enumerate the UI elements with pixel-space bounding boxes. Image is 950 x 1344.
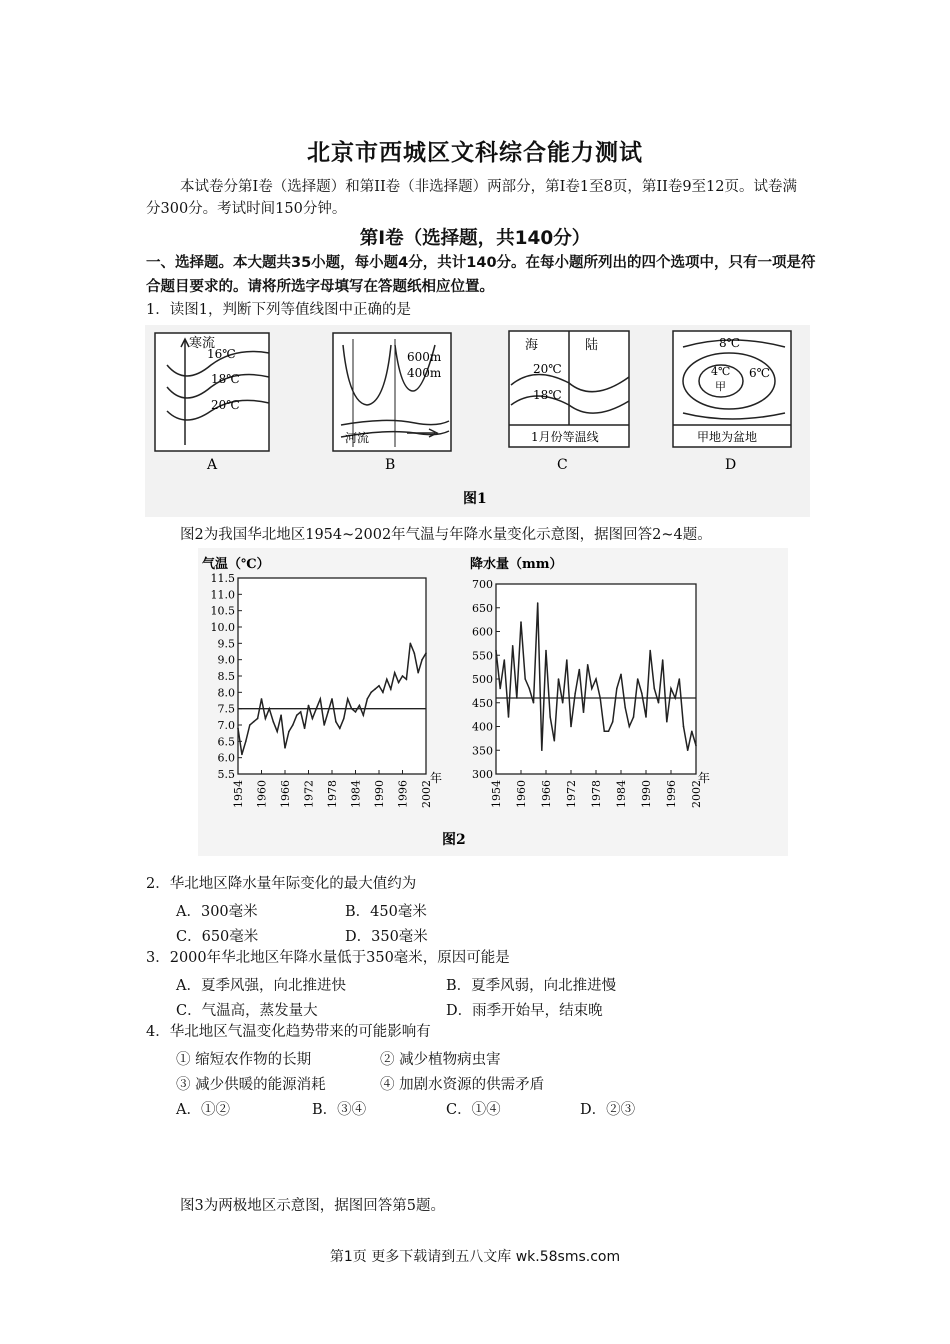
figure-2-intro: 图2为我国华北地区1954~2002年气温与年降水量变化示意图，据图回答2~4题。 — [180, 527, 712, 543]
q4-item-3: ③ 减少供暖的能源消耗 — [176, 1077, 326, 1093]
temp-x-tick-label: 1996 — [396, 780, 410, 808]
precip-data-point — [520, 621, 522, 623]
temp-data-point — [425, 652, 427, 654]
temp-data-point — [370, 692, 372, 694]
precip-y-tick-label: 500 — [472, 673, 493, 686]
temp-data-point — [288, 731, 290, 733]
panel-b-label: B — [385, 457, 396, 473]
panel-a-label: A — [207, 457, 218, 473]
temp-x-tick-label: 2002 — [420, 780, 433, 808]
precip-data-point — [566, 659, 568, 661]
precip-x-unit: 年 — [698, 771, 711, 785]
temp-data-point — [249, 724, 251, 726]
temp-data-point — [269, 708, 271, 710]
precip-data-point — [679, 678, 681, 680]
precip-data-point — [616, 688, 618, 690]
label-b-c1: 600m — [407, 350, 442, 364]
label-d-t2: 4℃ — [711, 365, 731, 378]
temp-data-point — [237, 727, 239, 729]
precip-data-point — [495, 650, 497, 652]
precip-data-point — [658, 702, 660, 704]
temp-data-point — [343, 718, 345, 720]
precip-y-tick-label: 700 — [472, 578, 493, 591]
temp-x-tick-label: 1966 — [279, 780, 292, 808]
temp-data-point — [265, 718, 267, 720]
label-land: 陆 — [585, 338, 599, 353]
temp-x-tick-label: 1984 — [349, 780, 363, 808]
temp-data-point — [296, 714, 298, 716]
precip-data-point — [683, 726, 685, 728]
temp-data-point — [280, 714, 282, 716]
question-1: 1．读图1，判断下列等值线图中正确的是 — [146, 302, 411, 318]
temp-data-point — [378, 685, 380, 687]
precip-data-point — [695, 745, 697, 747]
temp-data-point — [319, 698, 321, 700]
precip-data-point — [687, 749, 689, 751]
precip-data-point — [587, 664, 589, 666]
precip-data-point — [537, 602, 539, 604]
precip-x-tick-label: 2002 — [690, 780, 703, 808]
temp-x-tick-label: 1972 — [302, 780, 316, 808]
q4-item-1: ① 缩短农作物的长期 — [176, 1052, 312, 1068]
temp-chart — [211, 572, 434, 808]
q3-option-d: D．雨季开始早，结束晚 — [446, 1003, 603, 1019]
precip-data-point — [633, 716, 635, 718]
precip-data-point — [691, 730, 693, 732]
temp-data-point — [347, 698, 349, 700]
temp-data-point — [359, 705, 361, 707]
temp-data-point — [363, 714, 365, 716]
temp-data-point — [394, 672, 396, 674]
temp-data-point — [241, 754, 243, 756]
label-jia: 甲 — [715, 380, 726, 393]
temp-y-tick-label: 8.5 — [217, 670, 235, 683]
precip-data-point — [662, 659, 664, 661]
temp-x-tick-label: 1954 — [232, 780, 245, 808]
temp-data-point — [245, 741, 247, 743]
precip-y-tick-label: 350 — [472, 744, 493, 758]
q4-option-a: A．①② — [176, 1102, 230, 1118]
precip-data-point — [545, 650, 547, 652]
temp-data-point — [374, 688, 376, 690]
temp-data-point — [257, 718, 259, 720]
precip-y-tick-label: 400 — [472, 720, 493, 734]
precip-data-point — [529, 688, 531, 690]
temp-y-tick-label: 6.0 — [217, 751, 235, 765]
temp-y-tick-label: 5.5 — [217, 768, 235, 781]
page-title: 北京市西城区文科综合能力测试 — [307, 140, 643, 166]
temp-data-point — [276, 731, 278, 733]
temp-data-point — [335, 721, 337, 723]
temp-y-tick-label: 10.0 — [210, 621, 235, 634]
temp-data-point — [308, 705, 310, 707]
question-3: 3．2000年华北地区年降水量低于350毫米，原因可能是 — [146, 950, 510, 966]
q2-option-a: A．300毫米 — [176, 904, 258, 920]
temp-data-point — [304, 727, 306, 729]
q4-item-4: ④ 加剧水资源的供需矛盾 — [380, 1077, 545, 1093]
temp-data-point — [331, 698, 333, 700]
precip-data-point — [516, 697, 518, 699]
precip-x-tick-label: 1966 — [540, 780, 553, 808]
temp-data-point — [406, 678, 408, 680]
figure-1 — [145, 325, 810, 517]
temp-data-point — [323, 724, 325, 726]
temp-data-point — [366, 698, 368, 700]
precip-data-point — [574, 692, 576, 694]
temp-data-point — [272, 721, 274, 723]
question-2: 2．华北地区降水量年际变化的最大值约为 — [146, 876, 417, 892]
temp-data-point — [253, 721, 255, 723]
precip-data-point — [554, 740, 556, 742]
label-d-note: 甲地为盆地 — [697, 430, 758, 444]
temp-data-point — [312, 718, 314, 720]
temp-data-point — [390, 688, 392, 690]
precip-data-point — [620, 673, 622, 675]
temp-data-point — [402, 675, 404, 677]
intro-paragraph: 本试卷分第I卷（选择题）和第II卷（非选择题）两部分，第I卷1至8页，第II卷9至12页。试卷满分300分。考试时间150分钟。 — [146, 179, 797, 217]
temp-data-point — [351, 708, 353, 710]
q3-option-c: C．气温高，蒸发量大 — [176, 1003, 318, 1019]
precip-data-point — [599, 697, 601, 699]
precip-y-tick-label: 600 — [472, 625, 493, 639]
precip-y-tick-label: 550 — [472, 649, 493, 663]
label-cold-current: 寒流 — [189, 336, 216, 351]
precip-x-tick-label: 1972 — [565, 780, 578, 808]
temp-data-point — [261, 698, 263, 700]
temp-x-tick-label: 1960 — [255, 780, 269, 808]
temp-data-point — [355, 711, 357, 713]
precip-data-point — [629, 726, 631, 728]
label-c-note: 1月份等温线 — [531, 430, 599, 444]
temp-data-point — [386, 678, 388, 680]
label-a-t1: 16℃ — [207, 347, 236, 361]
temp-data-point — [417, 672, 419, 674]
temp-x-tick-label: 1990 — [373, 780, 386, 808]
precip-y-tick-label: 450 — [472, 696, 493, 710]
q3-option-b: B．夏季风弱，向北推进慢 — [446, 978, 617, 994]
figure-2 — [198, 548, 788, 856]
label-a-t3: 20℃ — [211, 398, 240, 412]
temp-y-tick-label: 11.5 — [210, 572, 235, 585]
temp-data-point — [421, 659, 423, 661]
label-a-t2: 18℃ — [211, 372, 240, 386]
precip-data-point — [666, 721, 668, 723]
temp-chart-title: 气温（℃） — [202, 557, 270, 572]
q3-option-a: A．夏季风强，向北推进快 — [176, 978, 346, 994]
temp-data-point — [410, 643, 412, 645]
temp-y-tick-label: 11.0 — [210, 588, 235, 602]
panel-d-label: D — [725, 457, 737, 473]
precip-data-point — [508, 716, 510, 718]
q4-item-2: ② 减少植物病虫害 — [380, 1052, 501, 1068]
temp-y-tick-label: 9.0 — [217, 653, 235, 667]
q2-option-b: B．450毫米 — [345, 904, 427, 920]
temp-data-point — [292, 724, 294, 726]
temp-y-tick-label: 9.5 — [217, 637, 235, 651]
q2-option-d: D．350毫米 — [345, 929, 428, 945]
page-footer: 第1页 更多下载请到五八文库 wk.58sms.com — [329, 1249, 621, 1265]
precip-data-point — [637, 678, 639, 680]
precip-data-point — [579, 669, 581, 671]
temp-plot-frame — [238, 578, 426, 774]
temp-data-point — [284, 747, 286, 749]
label-c-t2: 18℃ — [533, 388, 562, 402]
precip-y-tick-label: 300 — [472, 768, 493, 781]
precip-data-point — [562, 702, 564, 704]
instructions: 一、选择题。本大题共35小题，每小题4分，共计140分。在每小题所列出的四个选项中，只有一项是符合题目要求的。请将所选字母填写在答题纸相应位置。 — [146, 255, 816, 295]
label-d-t3: 6℃ — [749, 366, 771, 380]
q4-option-d: D．②③ — [580, 1102, 636, 1118]
precip-data-point — [670, 688, 672, 690]
precip-data-point — [533, 702, 535, 704]
q2-option-c: C．650毫米 — [176, 929, 259, 945]
precip-data-point — [524, 678, 526, 680]
temp-data-point — [316, 708, 318, 710]
precip-data-point — [512, 645, 514, 647]
precip-data-point — [558, 678, 560, 680]
figure-1-caption: 图1 — [463, 491, 487, 507]
precip-data-point — [674, 697, 676, 699]
precip-y-tick-label: 650 — [472, 601, 493, 615]
precip-chart — [472, 578, 703, 808]
precip-x-tick-label: 1984 — [615, 780, 628, 808]
precip-x-tick-label: 1990 — [640, 780, 653, 808]
precip-x-tick-label: 1954 — [490, 780, 503, 808]
precip-data-point — [612, 721, 614, 723]
temp-x-unit: 年 — [430, 771, 443, 785]
temp-y-tick-label: 6.5 — [217, 735, 235, 749]
precip-data-point — [549, 716, 551, 718]
label-sea: 海 — [525, 338, 539, 353]
panel-c-label: C — [557, 457, 568, 473]
precip-x-tick-label: 1960 — [515, 780, 528, 808]
figure-2-caption: 图2 — [442, 832, 466, 848]
label-d-t1: 8℃ — [719, 336, 741, 350]
precip-data-point — [654, 688, 656, 690]
temp-y-tick-label: 7.0 — [217, 719, 235, 732]
temp-y-tick-label: 10.5 — [210, 604, 235, 618]
precip-data-point — [504, 659, 506, 661]
q4-option-c: C．①④ — [446, 1102, 501, 1118]
precip-data-point — [608, 730, 610, 732]
temp-data-point — [327, 711, 329, 713]
precip-data-point — [641, 692, 643, 694]
figure-3-intro: 图3为两极地区示意图，据图回答第5题。 — [180, 1198, 445, 1214]
precip-data-point — [583, 711, 585, 713]
precip-data-point — [645, 716, 647, 718]
label-b-c2: 400m — [407, 366, 442, 380]
precip-data-point — [624, 707, 626, 709]
precip-chart-title: 降水量（mm） — [470, 557, 563, 572]
precip-data-point — [570, 726, 572, 728]
precip-data-point — [649, 650, 651, 652]
temp-y-tick-label: 7.5 — [217, 702, 235, 716]
label-river: 河流 — [345, 431, 370, 445]
temp-data-point — [398, 682, 400, 684]
label-c-t1: 20℃ — [533, 362, 562, 376]
precip-data-point — [541, 749, 543, 751]
temp-data-point — [382, 692, 384, 694]
question-4: 4．华北地区气温变化趋势带来的可能影响有 — [146, 1024, 431, 1040]
section-title: 第I卷（选择题，共140分） — [359, 228, 591, 249]
precip-data-point — [595, 678, 597, 680]
precip-x-tick-label: 1996 — [665, 780, 678, 808]
temp-x-tick-label: 1978 — [326, 780, 339, 808]
q4-option-b: B．③④ — [312, 1102, 367, 1118]
temp-y-tick-label: 8.0 — [217, 686, 235, 700]
precip-data-point — [604, 730, 606, 732]
precip-x-tick-label: 1978 — [590, 780, 603, 808]
temp-data-point — [300, 711, 302, 713]
temp-data-point — [339, 727, 341, 729]
temp-data-point — [413, 652, 415, 654]
precip-data-point — [499, 688, 501, 690]
precip-data-point — [591, 688, 593, 690]
